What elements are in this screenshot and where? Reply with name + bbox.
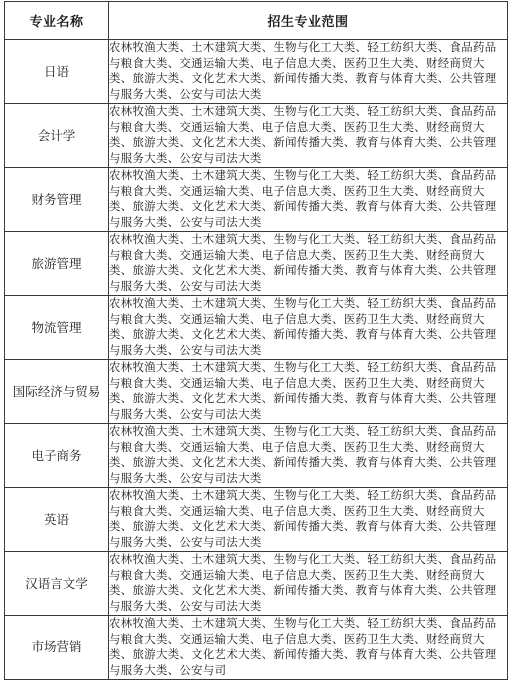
table-row [5, 168, 508, 232]
admission-scope-cell: 农林牧渔大类、土木建筑大类、生物与化工大类、轻工纺织大类、食品药品与粮食大类、交通运输大类、电子信息大类、医药卫生大类、财经商贸大类、旅游大类、文化艺术大类、新闻传播大类、教育与体育大类、公共管理与服务大类、公安与司法大类 [109, 296, 508, 360]
header-major-name: 专业名称 [5, 2, 109, 40]
admission-scope-cell: 农林牧渔大类、土木建筑大类、生物与化工大类、轻工纺织大类、食品药品与粮食大类、交通运输大类、电子信息大类、医药卫生大类、财经商贸大类、旅游大类、文化艺术大类、新闻传播大类、教育与体育大类、公共管理与服务大类、公安与司法大类 [109, 488, 508, 552]
table-row [5, 40, 508, 104]
admission-scope-cell: 农林牧渔大类、土木建筑大类、生物与化工大类、轻工纺织大类、食品药品与粮食大类、交通运输大类、电子信息大类、医药卫生大类、财经商贸大类、旅游大类、文化艺术大类、新闻传播大类、教育与体育大类、公共管理与服务大类、公安与司法大类 [109, 552, 508, 616]
major-name-cell: 汉语言文学 [5, 552, 109, 616]
table-row [5, 360, 508, 424]
admission-scope-cell: 农林牧渔大类、土木建筑大类、生物与化工大类、轻工纺织大类、食品药品与粮食大类、交通运输大类、电子信息大类、医药卫生大类、财经商贸大类、旅游大类、文化艺术大类、新闻传播大类、教育与体育大类、公共管理与服务大类、公安与司法大类 [109, 424, 508, 488]
major-name-cell: 电子商务 [5, 424, 109, 488]
major-name-cell: 旅游管理 [5, 232, 109, 296]
table-row [5, 232, 508, 296]
major-name-cell: 物流管理 [5, 296, 109, 360]
table-row [5, 552, 508, 616]
table-header-row [5, 2, 508, 40]
admission-scope-cell: 农林牧渔大类、土木建筑大类、生物与化工大类、轻工纺织大类、食品药品与粮食大类、交通运输大类、电子信息大类、医药卫生大类、财经商贸大类、旅游大类、文化艺术大类、新闻传播大类、教育与体育大类、公共管理与服务大类、公安与司法大类 [109, 40, 508, 104]
admission-scope-cell: 农林牧渔大类、土木建筑大类、生物与化工大类、轻工纺织大类、食品药品与粮食大类、交通运输大类、电子信息大类、医药卫生大类、财经商贸大类、旅游大类、文化艺术大类、新闻传播大类、教育与体育大类、公共管理与服务大类、公安与司法大类 [109, 360, 508, 424]
majors-admission-table [4, 1, 508, 680]
header-admission-scope: 招生专业范围 [109, 2, 508, 40]
major-name-cell: 国际经济与贸易 [5, 360, 109, 424]
major-name-cell: 英语 [5, 488, 109, 552]
table-row [5, 104, 508, 168]
table-row [5, 296, 508, 360]
major-name-cell: 日语 [5, 40, 109, 104]
admission-scope-cell: 农林牧渔大类、土木建筑大类、生物与化工大类、轻工纺织大类、食品药品与粮食大类、交通运输大类、电子信息大类、医药卫生大类、财经商贸大类、旅游大类、文化艺术大类、新闻传播大类、教育与体育大类、公共管理与服务大类、公安与司 [109, 616, 508, 680]
admission-scope-cell: 农林牧渔大类、土木建筑大类、生物与化工大类、轻工纺织大类、食品药品与粮食大类、交通运输大类、电子信息大类、医药卫生大类、财经商贸大类、旅游大类、文化艺术大类、新闻传播大类、教育与体育大类、公共管理与服务大类、公安与司法大类 [109, 168, 508, 232]
major-name-cell: 市场营销 [5, 616, 109, 680]
table-row [5, 616, 508, 680]
table-row [5, 488, 508, 552]
admission-scope-cell: 农林牧渔大类、土木建筑大类、生物与化工大类、轻工纺织大类、食品药品与粮食大类、交通运输大类、电子信息大类、医药卫生大类、财经商贸大类、旅游大类、文化艺术大类、新闻传播大类、教育与体育大类、公共管理与服务大类、公安与司法大类 [109, 104, 508, 168]
table-row [5, 424, 508, 488]
major-name-cell: 会计学 [5, 104, 109, 168]
major-name-cell: 财务管理 [5, 168, 109, 232]
admission-scope-cell: 农林牧渔大类、土木建筑大类、生物与化工大类、轻工纺织大类、食品药品与粮食大类、交通运输大类、电子信息大类、医药卫生大类、财经商贸大类、旅游大类、文化艺术大类、新闻传播大类、教育与体育大类、公共管理与服务大类、公安与司法大类 [109, 232, 508, 296]
